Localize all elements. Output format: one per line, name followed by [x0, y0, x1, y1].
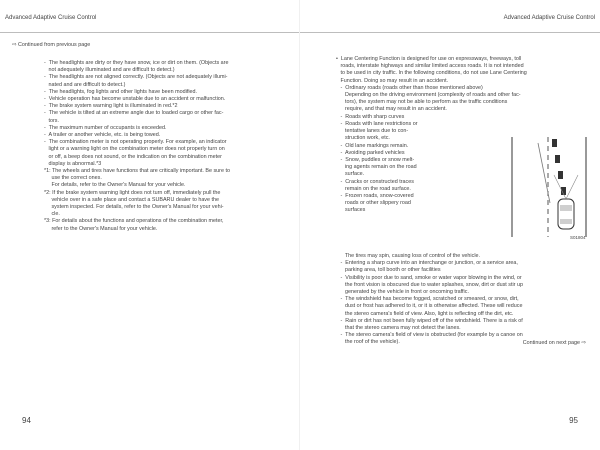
barrier-block — [558, 171, 563, 179]
right-page — [300, 0, 600, 450]
text-line: - Roads with lane restrictions or — [336, 121, 418, 127]
barrier-block — [552, 139, 557, 147]
lane-restriction-figure — [500, 133, 590, 241]
barrier-block — [555, 155, 560, 163]
page-number-left: 94 — [22, 416, 31, 425]
text-line: - Cracks or constructed traces — [336, 178, 414, 185]
text-line: struction work, etc. — [336, 135, 390, 142]
text-line: Depending on the driving environment (complexity of roads and other fac- — [336, 92, 521, 99]
text-line: not adequately illuminated and are difficult to detect.) — [44, 67, 175, 74]
vehicle-icon — [558, 199, 574, 229]
text-line: - Old lane markings remain. — [336, 142, 409, 149]
text-line: display is abnormal.*3 — [44, 160, 102, 167]
figure-code: S01804 — [570, 235, 586, 240]
text-line: • Lane Centering Function is designed for use on expressways, freeways, toll — [336, 56, 522, 62]
text-line: use the correct ones. — [44, 175, 102, 182]
left-body-text — [44, 60, 294, 233]
text-line: The tires may spin, causing loss of control of the vehicle. — [336, 253, 481, 259]
right-intro-text — [336, 56, 596, 121]
text-line: system inspected. For details, refer to the Owner's Manual for your vehi- — [44, 204, 224, 211]
text-line: - Frozen roads, snow-covered — [336, 193, 414, 200]
text-line: - The combination meter is not operating properly. For example, an indicator — [44, 139, 227, 146]
text-line: roads or other slippery road — [336, 200, 411, 207]
page-number-right: 95 — [569, 416, 578, 425]
left-header-rule — [0, 32, 300, 33]
right-header-title: Advanced Adaptive Cruise Control — [503, 15, 595, 21]
text-line: - The headlights are dirty or they have snow, ice or dirt on them. (Objects are — [44, 60, 229, 66]
text-line: - Visibility is poor due to sand, smoke or water vapor blowing in the wind, or — [336, 274, 522, 281]
text-line: - Roads with sharp curves — [336, 113, 405, 120]
text-line: *3: For details about the functions and operations of the combination meter, — [44, 218, 224, 225]
text-line: - The headlights are not aligned correctly. (Objects are not adequately illumi- — [44, 74, 228, 81]
text-line: - Rain or dirt has not been fully wiped off of the windshield. There is a risk of — [336, 317, 523, 324]
text-line: generated by the vehicle in front or oncoming traffic. — [336, 289, 469, 296]
text-line: that the stereo camera may not detect the lanes. — [336, 325, 461, 332]
text-line: ing agents remain on the road — [336, 164, 417, 171]
text-line: the roof of the vehicle). — [336, 339, 400, 346]
text-line: nated and are difficult to detect.) — [44, 81, 126, 88]
left-header-title: Advanced Adaptive Cruise Control — [5, 15, 97, 21]
text-line: dust or frost has adhered to it, or it is otherwise affected. These will reduce — [336, 303, 523, 310]
text-line: - The windshield has become fogged, scratched or smeared, or snow, dirt, — [336, 296, 519, 303]
text-line: - The vehicle is tilted at an extreme angle due to loaded cargo or other fac- — [44, 110, 224, 117]
text-line: Function. Doing so may result in an accident. — [336, 77, 449, 84]
text-line: require, and that may result in an accident. — [336, 106, 447, 113]
text-line: surfaces — [336, 207, 366, 214]
text-line: the stereo camera's field of view. Also, light is reflecting off the dirt, etc. — [336, 310, 514, 317]
text-line: vehicle over in a safe place and contact a SUBARU dealer to have the — [44, 196, 219, 203]
text-line: to be used in city traffic. In the following conditions, do not use Lane Centering — [336, 70, 527, 77]
right-wide-text — [336, 253, 596, 347]
right-header-rule — [300, 32, 600, 33]
text-line: - Entering a sharp curve into an interchange or junction, or a service area, — [336, 260, 518, 267]
text-line: tors. — [44, 117, 59, 124]
text-line: tors), the system may not be able to perform as the traffic conditions — [336, 99, 508, 106]
text-line: the front vision is obscured due to water splashes, snow, dirt or dust stir up — [336, 281, 523, 288]
continued-on-note: Continued on next page ⇨ — [522, 340, 586, 346]
text-line: cle. — [44, 211, 60, 218]
text-line: - Ordinary roads (roads other than those mentioned above) — [336, 84, 483, 91]
text-line: - Avoiding parked vehicles — [336, 149, 405, 156]
text-line: roads, interstate highways and similar limited access roads. It is not intended — [336, 63, 524, 70]
text-line: For details, refer to the Owner's Manual for your vehicle. — [44, 182, 186, 189]
text-line: parking area, toll booth or other facilities — [336, 267, 441, 274]
text-line: - The maximum number of occupants is exceeded. — [44, 124, 167, 131]
text-line: light or a warning light on the combination meter does not properly turn on — [44, 146, 225, 153]
text-line: - Snow, puddles or snow melt- — [336, 157, 415, 164]
right-narrow-text — [336, 121, 496, 215]
text-line: - A trailer or another vehicle, etc. is being towed. — [44, 132, 161, 139]
text-line: *2: If the brake system warning light does not turn off, immediately pull the — [44, 189, 221, 196]
text-line: - The brake system warning light is illuminated in red.*2 — [44, 103, 178, 110]
text-line: or off, a beep does not sound, or the indication on the combination meter — [44, 153, 222, 160]
text-line: - The headlights, fog lights and other lights have been modified. — [44, 88, 198, 95]
text-line: - The stereo camera's field of view is obstructed (for example by a canoe on — [336, 332, 523, 339]
text-line: surface. — [336, 171, 365, 178]
text-line: refer to the Owner's Manual for your vehicle. — [44, 225, 158, 232]
text-line: - Vehicle operation has become unstable due to an accident or malfunction. — [44, 96, 226, 103]
text-line: tentative lanes due to con- — [336, 128, 409, 135]
text-line: *1: The wheels and tires have functions that are critically important. Be sure to — [44, 168, 230, 175]
continued-from-note: ⇨ Continued from previous page — [12, 42, 91, 48]
text-line: remain on the road surface. — [336, 185, 411, 192]
